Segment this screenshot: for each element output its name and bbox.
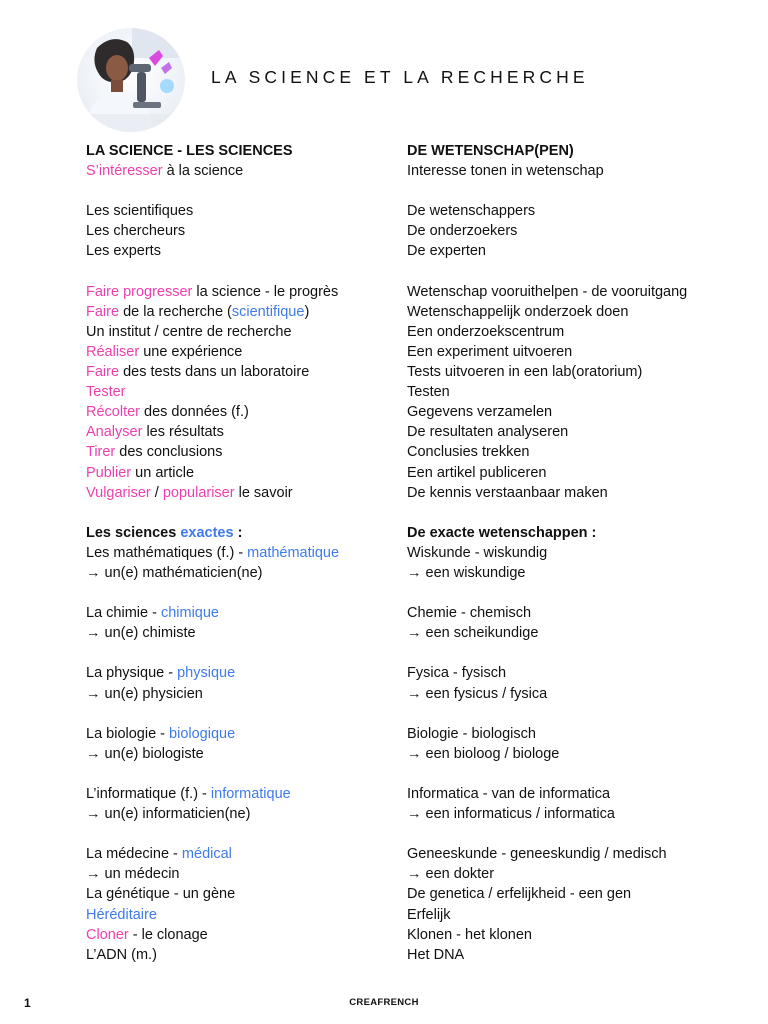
fr-segment: Les mathématiques (f.) - [86, 544, 248, 561]
french-term [86, 362, 407, 382]
dutch-translation [407, 784, 726, 804]
vocab-row [86, 744, 726, 764]
vocab-row [86, 563, 726, 583]
nl-segment: Chemie - chemisch [407, 605, 532, 622]
spacer-row [86, 764, 726, 784]
fr-segment: un article [131, 464, 195, 481]
nl-segment: Informatica - van de informatica [407, 786, 611, 802]
fr-segment: Tester [86, 384, 126, 401]
french-term [86, 925, 407, 945]
nl-segment: Interesse tonen in wetenschap [407, 163, 604, 180]
page-number: 1 [24, 996, 31, 1010]
fr-segment: des conclusions [115, 444, 223, 461]
fr-segment: LA SCIENCE - LES SCIENCES [86, 143, 293, 159]
fr-segment: ) [304, 303, 310, 320]
dutch-translation [407, 724, 726, 744]
nl-segment: Wetenschappelijk onderzoek doen [407, 303, 629, 320]
nl-segment: → een bioloog / biologe [407, 745, 560, 762]
vocab-row [86, 523, 726, 543]
vocabulary-table [86, 141, 726, 965]
vocab-row [86, 784, 726, 804]
nl-segment: Tests uitvoeren in een lab(oratorium) [407, 364, 643, 381]
vocab-row [86, 362, 726, 382]
vocab-row [86, 201, 726, 221]
scientist-microscope-photo [77, 28, 185, 132]
french-term [86, 322, 407, 342]
french-term [86, 543, 407, 563]
fr-segment: Les chercheurs [86, 223, 186, 240]
fr-segment: La biologie - [86, 725, 170, 742]
dutch-translation [407, 241, 726, 261]
vocab-row [86, 844, 726, 864]
spacer-row [86, 503, 726, 523]
dutch-translation [407, 342, 726, 362]
nl-segment: De genetica / erfelijkheid - een gen [407, 886, 632, 903]
french-term [86, 221, 407, 241]
dutch-translation [407, 282, 726, 302]
fr-segment: Publier [86, 464, 132, 481]
dutch-translation [407, 382, 726, 402]
fr-segment: médical [181, 846, 232, 863]
vocab-row [86, 422, 726, 442]
fr-segment: Héréditaire [86, 906, 157, 923]
fr-segment: → un(e) physicien [86, 685, 203, 702]
french-term [86, 422, 407, 442]
fr-segment: physique [177, 665, 236, 682]
nl-segment: De exacte wetenschappen : [407, 524, 597, 541]
dutch-translation [407, 221, 726, 241]
fr-segment: S’intéresser [86, 163, 163, 180]
dutch-translation [407, 884, 726, 904]
dutch-translation [407, 322, 726, 342]
french-term [86, 844, 407, 864]
french-term [86, 141, 407, 161]
dutch-translation [407, 523, 726, 543]
french-term [86, 784, 407, 804]
fr-segment: chimique [160, 605, 219, 622]
vocab-row [86, 543, 726, 563]
french-term [86, 442, 407, 462]
fr-segment: → un(e) chimiste [86, 625, 196, 642]
nl-segment: Een onderzoekscentrum [407, 323, 565, 340]
french-term [86, 402, 407, 422]
spacer-row [86, 643, 726, 663]
fr-segment: scientifique [231, 303, 305, 320]
vocab-row [86, 603, 726, 623]
nl-segment: Erfelijk [407, 906, 451, 923]
french-term [86, 523, 407, 543]
fr-segment: mathématique [247, 544, 340, 561]
fr-segment: des données (f.) [140, 404, 249, 421]
fr-segment: Analyser [86, 424, 143, 441]
french-term [86, 201, 407, 221]
fr-segment: - le clonage [128, 926, 208, 943]
spacer-row [86, 824, 726, 844]
french-term [86, 342, 407, 362]
dutch-translation [407, 563, 726, 583]
fr-segment: Faire [86, 364, 120, 381]
fr-segment: informatique [210, 786, 291, 802]
nl-segment: DE WETENSCHAP(PEN) [407, 143, 574, 159]
spacer-row [86, 262, 726, 282]
fr-segment: une expérience [139, 343, 243, 360]
dutch-translation [407, 864, 726, 884]
nl-segment: → een fysicus / fysica [407, 685, 548, 702]
nl-segment: Een artikel publiceren [407, 464, 547, 481]
vocab-row [86, 684, 726, 704]
nl-segment: → een wiskundige [407, 564, 526, 581]
nl-segment: → een dokter [407, 866, 495, 883]
fr-segment: L’informatique (f.) - [86, 786, 211, 802]
fr-segment: de la recherche ( [119, 303, 232, 320]
fr-segment: le savoir [234, 484, 293, 501]
french-term [86, 744, 407, 764]
nl-segment: Wiskunde - wiskundig [407, 544, 548, 561]
dutch-translation [407, 844, 726, 864]
nl-segment: De resultaten analyseren [407, 424, 569, 441]
french-term [86, 241, 407, 261]
french-term [86, 282, 407, 302]
spacer-row [86, 181, 726, 201]
vocab-row [86, 905, 726, 925]
french-term [86, 663, 407, 683]
french-term [86, 603, 407, 623]
fr-segment: : [233, 524, 243, 541]
dutch-translation [407, 905, 726, 925]
nl-segment: → een scheikundige [407, 625, 539, 642]
fr-segment: populariser [162, 484, 235, 501]
dutch-translation [407, 442, 726, 462]
nl-segment: De kennis verstaanbaar maken [407, 484, 608, 501]
nl-segment: De experten [407, 243, 486, 260]
fr-segment: → un(e) biologiste [86, 745, 204, 762]
spacer-row [86, 704, 726, 724]
fr-segment: Réaliser [86, 343, 140, 360]
dutch-translation [407, 302, 726, 322]
dutch-translation [407, 663, 726, 683]
vocab-row [86, 221, 726, 241]
spacer-row [86, 583, 726, 603]
fr-segment: des tests dans un laboratoire [119, 364, 310, 381]
dutch-translation [407, 684, 726, 704]
dutch-translation [407, 623, 726, 643]
fr-segment: → un(e) mathématicien(ne) [86, 564, 263, 581]
vocab-row [86, 864, 726, 884]
dutch-translation [407, 744, 726, 764]
fr-segment: exactes [180, 524, 234, 541]
fr-segment: Cloner [86, 926, 129, 943]
french-term [86, 905, 407, 925]
fr-segment: La génétique - un gène [86, 886, 236, 903]
french-term [86, 724, 407, 744]
vocab-row [86, 342, 726, 362]
vocab-row [86, 724, 726, 744]
fr-segment: Les experts [86, 243, 161, 260]
vocab-row [86, 463, 726, 483]
fr-segment: La physique - [86, 665, 178, 682]
dutch-translation [407, 362, 726, 382]
dutch-translation [407, 422, 726, 442]
fr-segment: à la science [162, 163, 244, 180]
nl-segment: Wetenschap vooruithelpen - de vooruitgang [407, 283, 688, 300]
fr-segment: La médecine - [86, 846, 182, 863]
dutch-translation [407, 543, 726, 563]
fr-segment: les résultats [142, 424, 224, 441]
vocab-row [86, 241, 726, 261]
french-term [86, 945, 407, 965]
footer-brand: CREAFRENCH [349, 997, 419, 1008]
vocab-row [86, 322, 726, 342]
nl-segment: Conclusies trekken [407, 444, 530, 461]
dutch-translation [407, 161, 726, 181]
nl-segment: Het DNA [407, 946, 465, 963]
vocab-row [86, 663, 726, 683]
fr-segment: biologique [169, 725, 236, 742]
french-term [86, 302, 407, 322]
nl-segment: Biologie - biologisch [407, 725, 536, 742]
nl-segment: De wetenschappers [407, 203, 536, 220]
nl-segment: Geneeskunde - geneeskundig / medisch [407, 846, 667, 863]
vocab-row [86, 161, 726, 181]
vocab-row [86, 382, 726, 402]
fr-segment: Vulgariser [86, 484, 151, 501]
french-term [86, 684, 407, 704]
fr-segment: La chimie - [86, 605, 161, 622]
dutch-translation [407, 201, 726, 221]
fr-segment: Les scientifiques [86, 203, 194, 220]
vocab-row [86, 483, 726, 503]
dutch-translation [407, 402, 726, 422]
nl-segment: Klonen - het klonen [407, 926, 532, 943]
vocab-row [86, 804, 726, 824]
nl-segment: Een experiment uitvoeren [407, 343, 573, 360]
dutch-translation [407, 463, 726, 483]
fr-segment: Faire progresser [86, 283, 193, 300]
nl-segment: Testen [407, 384, 450, 401]
fr-segment: → un médecin [86, 866, 180, 883]
fr-segment: Faire [86, 303, 120, 320]
french-term [86, 563, 407, 583]
vocab-row [86, 623, 726, 643]
fr-segment: Tirer [86, 444, 116, 461]
french-term [86, 864, 407, 884]
nl-segment: Gegevens verzamelen [407, 404, 553, 421]
french-term [86, 623, 407, 643]
vocab-row [86, 302, 726, 322]
dutch-translation [407, 804, 726, 824]
french-term [86, 804, 407, 824]
dutch-translation [407, 945, 726, 965]
vocab-row [86, 141, 726, 161]
vocab-row [86, 442, 726, 462]
vocab-row [86, 945, 726, 965]
page-title: LA SCIENCE ET LA RECHERCHE [211, 67, 589, 87]
vocab-row [86, 884, 726, 904]
vocab-row [86, 925, 726, 945]
dutch-translation [407, 483, 726, 503]
fr-segment: Les sciences [86, 524, 181, 541]
french-term [86, 884, 407, 904]
french-term [86, 161, 407, 181]
dutch-translation [407, 925, 726, 945]
french-term [86, 382, 407, 402]
fr-segment: Récolter [86, 404, 140, 421]
nl-segment: → een informaticus / informatica [407, 806, 615, 823]
fr-segment: L’ADN (m.) [86, 946, 157, 963]
dutch-translation [407, 603, 726, 623]
french-term [86, 463, 407, 483]
nl-segment: Fysica - fysisch [407, 665, 507, 682]
fr-segment: la science - le progrès [192, 283, 339, 300]
fr-segment: → un(e) informaticien(ne) [86, 806, 251, 823]
french-term [86, 483, 407, 503]
nl-segment: De onderzoekers [407, 223, 518, 240]
vocab-row [86, 282, 726, 302]
vocab-row [86, 402, 726, 422]
dutch-translation [407, 141, 726, 161]
fr-segment: Un institut / centre de recherche [86, 323, 292, 340]
fr-segment: / [150, 484, 163, 501]
